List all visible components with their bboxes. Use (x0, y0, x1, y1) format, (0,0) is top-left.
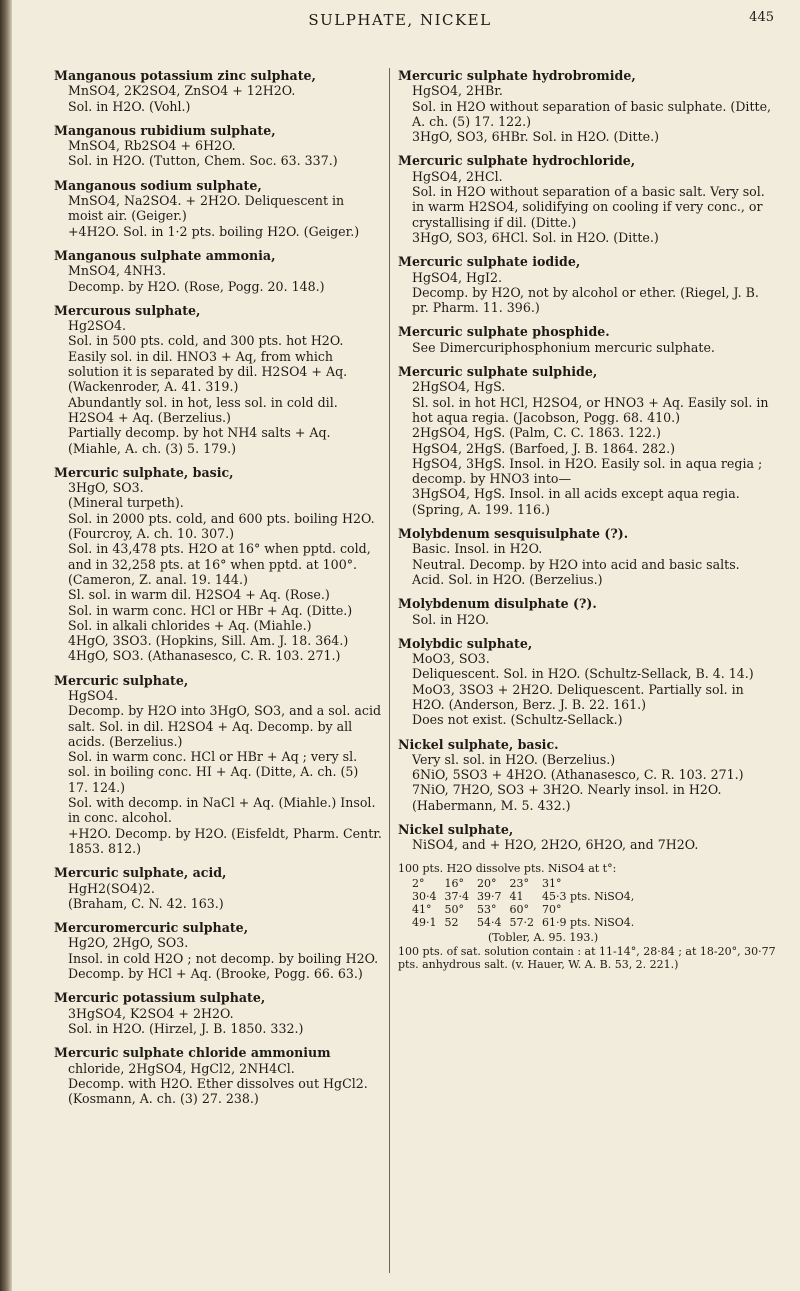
entry-headword: Mercuric sulphate, (54, 672, 189, 688)
entry-text: Sol. in H2O. (Tutton, Chem. Soc. 63. 337.) (68, 153, 338, 169)
entry-text: Sol. in warm conc. HCl or HBr + Aq. (Ditte.) (68, 602, 353, 618)
right-column (398, 68, 776, 981)
entry-text: Decomp. with H2O. Ether dissolves out HgCl2. (Kosmann, A. ch. (3) 27. 238.) (68, 1075, 368, 1107)
entry-text: Basic. Insol. in H2O. (412, 541, 543, 557)
entry-headword: Mercuric sulphate phosphide. (398, 324, 610, 340)
entry-text: Does not exist. (Schultz-Sellack.) (412, 712, 623, 728)
entry-text: 2HgSO4, HgS. (412, 379, 506, 395)
entry-text: chloride, 2HgSO4, HgCl2, 2NH4Cl. (68, 1060, 295, 1076)
entry-text: 4HgO, SO3. (Athanasesco, C. R. 103. 271.) (68, 648, 341, 664)
entry-headword: Nickel sulphate, (398, 822, 514, 838)
entry-headword: Molybdenum sesquisulphate (?). (398, 526, 629, 542)
dictionary-entry (398, 153, 776, 245)
dictionary-entry (54, 920, 382, 981)
dictionary-entry (398, 822, 776, 853)
entry-headword: Mercurous sulphate, (54, 302, 201, 318)
entry-text: See Dimercuriphosphonium mercuric sulphate. (412, 339, 715, 355)
entry-text: Sol. in H2O without separation of a basic salt. Very sol. in warm H2SO4, solidifying on cooling if very conc., or crystallising if dil. (Ditte.) (412, 184, 765, 230)
entry-text: HgSO4. (68, 687, 119, 703)
entry-headword: Mercuric sulphate chloride ammonium (54, 1045, 331, 1061)
entry-text: HgH2(SO4)2. (68, 880, 155, 896)
nickel-solubility-block (398, 862, 776, 972)
solubility-cell (642, 890, 650, 903)
entry-text: HgSO4, 2HCl. (412, 168, 503, 184)
entry-headword: Manganous sodium sulphate, (54, 177, 262, 193)
solubility-row (412, 890, 650, 903)
entry-text: (Mineral turpeth). (68, 495, 184, 511)
dictionary-entry (54, 68, 382, 114)
dictionary-entry (398, 254, 776, 315)
solubility-cell (642, 916, 650, 929)
entry-text: Sol. in 2000 pts. cold, and 600 pts. boiling H2O. (Fourcroy, A. ch. 10. 307.) (68, 510, 375, 542)
entry-headword: Mercuric sulphate sulphide, (398, 364, 598, 380)
solubility-cell: 37·4 (444, 890, 469, 904)
entry-text: 2HgSO4, HgS. (Palm, C. C. 1863. 122.) (412, 425, 661, 441)
entry-headword: Manganous rubidium sulphate, (54, 122, 276, 138)
entry-text: MnSO4, 2K2SO4, ZnSO4 + 12H2O. (68, 83, 296, 99)
solubility-cell: 45·3 pts. NiSO4, (542, 890, 635, 904)
entry-text: Sl. sol. in warm dil. H2SO4 + Aq. (Rose.) (68, 587, 330, 603)
dictionary-entry (54, 990, 382, 1036)
entry-headword: Manganous sulphate ammonia, (54, 247, 276, 263)
dictionary-entry (54, 1045, 382, 1106)
entry-headword: Molybdenum disulphate (?). (398, 596, 597, 612)
solubility-cell: 41° (412, 903, 432, 917)
dictionary-entry (54, 465, 382, 664)
dictionary-entry (398, 526, 776, 587)
right-column-entries (398, 68, 776, 853)
entry-text: MnSO4, Na2SO4. + 2H2O. Deliquescent in moist air. (Geiger.) (68, 193, 345, 224)
entry-text: (Braham, C. N. 42. 163.) (68, 895, 224, 911)
solubility-cell (642, 903, 650, 916)
entry-text: Decomp. by H2O, not by alcohol or ether. (Riegel, J. B. pr. Pharm. 11. 396.) (412, 284, 759, 316)
entry-text: MoO3, 3SO3 + 2H2O. Deliquescent. Partially sol. in H2O. (Anderson, Berz. J. B. 22. 161.) (412, 681, 744, 712)
entry-headword: Mercuric sulphate, acid, (54, 865, 227, 881)
entry-headword: Mercuric potassium sulphate, (54, 990, 266, 1006)
solubility-cell: 39·7 (477, 890, 502, 904)
entry-text: Partially decomp. by hot NH4 salts + Aq. (Miahle, A. ch. (3) 5. 179.) (68, 425, 331, 456)
page-number: 445 (749, 10, 774, 25)
solubility-cell: 20° (477, 877, 497, 891)
entry-text: Very sl. sol. in H2O. (Berzelius.) (412, 751, 616, 767)
entry-text: Sol. in warm conc. HCl or HBr + Aq ; very sl. sol. in boiling conc. HI + Aq. (Ditte, A. ch. (5) 17. 124.) (68, 749, 359, 795)
solubility-cell: 31° (542, 877, 562, 891)
solubility-intro: 100 pts. H2O dissolve pts. NiSO4 at t°: (398, 861, 617, 875)
entry-text: Decomp. by H2O into 3HgO, SO3, and a sol. acid salt. Sol. in dil. H2SO4 + Aq. Decomp. by all acids. (Berzelius.) (68, 703, 382, 749)
entry-text: 3HgSO4, HgS. Insol. in all acids except aqua regia. (Spring, A. 199. 116.) (412, 486, 740, 517)
entry-text: 7NiO, 7H2O, SO3 + 3H2O. Nearly insol. in H2O. (Habermann, M. 5. 432.) (412, 782, 722, 813)
entry-text: MoO3, SO3. (412, 651, 490, 667)
entry-text: Abundantly sol. in hot, less sol. in cold dil. H2SO4 + Aq. (Berzelius.) (68, 394, 338, 425)
solubility-cell (642, 877, 650, 890)
entry-text: Hg2O, 2HgO, SO3. (68, 935, 189, 951)
solubility-cell: 70° (542, 903, 562, 917)
entry-text: Sol. in H2O. (412, 611, 489, 627)
entry-text: HgSO4, HgI2. (412, 269, 503, 285)
entry-headword: Nickel sulphate, basic. (398, 736, 559, 752)
entry-headword: Molybdic sulphate, (398, 635, 533, 651)
solubility-cell: 41 (509, 890, 524, 904)
entry-headword: Mercuric sulphate hydrochloride, (398, 153, 636, 169)
entry-text: Neutral. Decomp. by H2O into acid and basic salts. (412, 556, 740, 572)
entry-text: +4H2O. Sol. in 1·2 pts. boiling H2O. (Geiger.) (68, 223, 360, 239)
left-column (54, 68, 382, 1115)
entry-text: HgSO4, 3HgS. Insol. in H2O. Easily sol. in aqua regia ; decomp. by HNO3 into— (412, 455, 763, 487)
entry-text: Sol. in alkali chlorides + Aq. (Miahle.) (68, 617, 312, 633)
solubility-cell: 54·4 (477, 916, 502, 930)
entry-text: Sol. in H2O without separation of basic sulphate. (Ditte, A. ch. (5) 17. 122.) (412, 98, 772, 129)
dictionary-entry (398, 596, 776, 627)
dictionary-entry (54, 673, 382, 857)
dictionary-entry (54, 178, 382, 239)
entry-text: 3HgO, SO3, 6HBr. Sol. in H2O. (Ditte.) (412, 129, 660, 145)
solubility-cell: 2° (412, 877, 425, 891)
entry-text: 4HgO, 3SO3. (Hopkins, Sill. Am. J. 18. 364.) (68, 633, 349, 649)
entry-text: Sl. sol. in hot HCl, H2SO4, or HNO3 + Aq. Easily sol. in hot aqua regia. (Jacobson, Pogg. 68. 410.) (412, 394, 769, 425)
solubility-cell: 57·2 (509, 916, 534, 930)
dictionary-entry (398, 636, 776, 728)
entry-text: HgSO4, 2HBr. (412, 83, 503, 99)
dictionary-entry (54, 123, 382, 169)
solubility-cell: 60° (509, 903, 529, 917)
solubility-cell: 50° (444, 903, 464, 917)
entry-headword: Mercuromercuric sulphate, (54, 920, 249, 936)
entry-text: Sol. with decomp. in NaCl + Aq. (Miahle.) Insol. in conc. alcohol. (68, 795, 376, 826)
entry-text: Sol. in H2O. (Hirzel, J. B. 1850. 332.) (68, 1020, 304, 1036)
solubility-cell: 16° (444, 877, 464, 891)
page-binding-edge (0, 0, 12, 1291)
entry-text: MnSO4, 4NH3. (68, 263, 167, 279)
dictionary-entry (398, 737, 776, 813)
solubility-cell: 53° (477, 903, 497, 917)
entry-text: 3HgO, SO3, 6HCl. Sol. in H2O. (Ditte.) (412, 229, 659, 245)
entry-text: Sol. in 500 pts. cold, and 300 pts. hot H2O. Easily sol. in dil. HNO3 + Aq, from which solution it is separated by dil. H2SO4 + Aq. (Wackenroder, A. 41. 319.) (68, 333, 348, 395)
entry-text: Hg2SO4. (68, 318, 127, 334)
entry-headword: Manganous potassium zinc sulphate, (54, 68, 316, 83)
solubility-table (412, 877, 650, 929)
solubility-cell: 23° (509, 877, 529, 891)
entry-text: HgSO4, 2HgS. (Barfoed, J. B. 1864. 282.) (412, 440, 676, 456)
entry-text: Sol. in H2O. (Vohl.) (68, 98, 191, 114)
dictionary-entry (54, 303, 382, 456)
dictionary-entry (398, 324, 776, 355)
running-head-title: SULPHATE, NICKEL (308, 11, 492, 29)
entry-text: Insol. in cold H2O ; not decomp. by boiling H2O. Decomp. by HCl + Aq. (Brooke, Pogg. 66. 63.) (68, 950, 379, 982)
entry-text: Acid. Sol. in H2O. (Berzelius.) (412, 571, 603, 587)
dictionary-entry (398, 68, 776, 144)
entry-text: 3HgSO4, K2SO4 + 2H2O. (68, 1005, 234, 1021)
entry-text: Sol. in 43,478 pts. H2O at 16° when pptd. cold, and in 32,258 pts. at 16° when pptd. at 100°. (Cameron, Z. anal. 19. 144.) (68, 541, 371, 587)
entry-text: MnSO4, Rb2SO4 + 6H2O. (68, 138, 236, 154)
solubility-cell: 52 (444, 916, 459, 930)
solubility-note: 100 pts. of sat. solution contain : at 11-14°, 28·84 ; at 18-20°, 30·77 pts. anhydrous salt. (v. Hauer, W. A. B. 53, 2. 221.) (398, 944, 776, 972)
solubility-row (412, 903, 650, 916)
column-divider (389, 68, 390, 1273)
entry-text: Deliquescent. Sol. in H2O. (Schultz-Sellack, B. 4. 14.) (412, 666, 754, 682)
dictionary-entry (54, 248, 382, 294)
entry-text: +H2O. Decomp. by H2O. (Eisfeldt, Pharm. Centr. 1853. 812.) (68, 825, 382, 856)
entry-headword: Mercuric sulphate iodide, (398, 254, 581, 270)
entry-text: 6NiO, 5SO3 + 4H2O. (Athanasesco, C. R. 103. 271.) (412, 767, 744, 783)
entry-headword: Mercuric sulphate hydrobromide, (398, 68, 636, 83)
solubility-row (412, 877, 650, 890)
entry-text: NiSO4, and + H2O, 2H2O, 6H2O, and 7H2O. (412, 837, 699, 853)
dictionary-entry (398, 364, 776, 517)
solubility-cell: 30·4 (412, 890, 437, 904)
solubility-cell: 49·1 (412, 916, 437, 930)
solubility-cell: 61·9 pts. NiSO4. (542, 916, 635, 930)
entry-headword: Mercuric sulphate, basic, (54, 464, 234, 480)
solubility-row (412, 916, 650, 929)
entry-text: 3HgO, SO3. (68, 480, 144, 496)
running-header (0, 8, 800, 34)
dictionary-entry (54, 865, 382, 911)
solubility-source: (Tobler, A. 95. 193.) (488, 931, 599, 945)
entry-text: Decomp. by H2O. (Rose, Pogg. 20. 148.) (68, 278, 325, 294)
